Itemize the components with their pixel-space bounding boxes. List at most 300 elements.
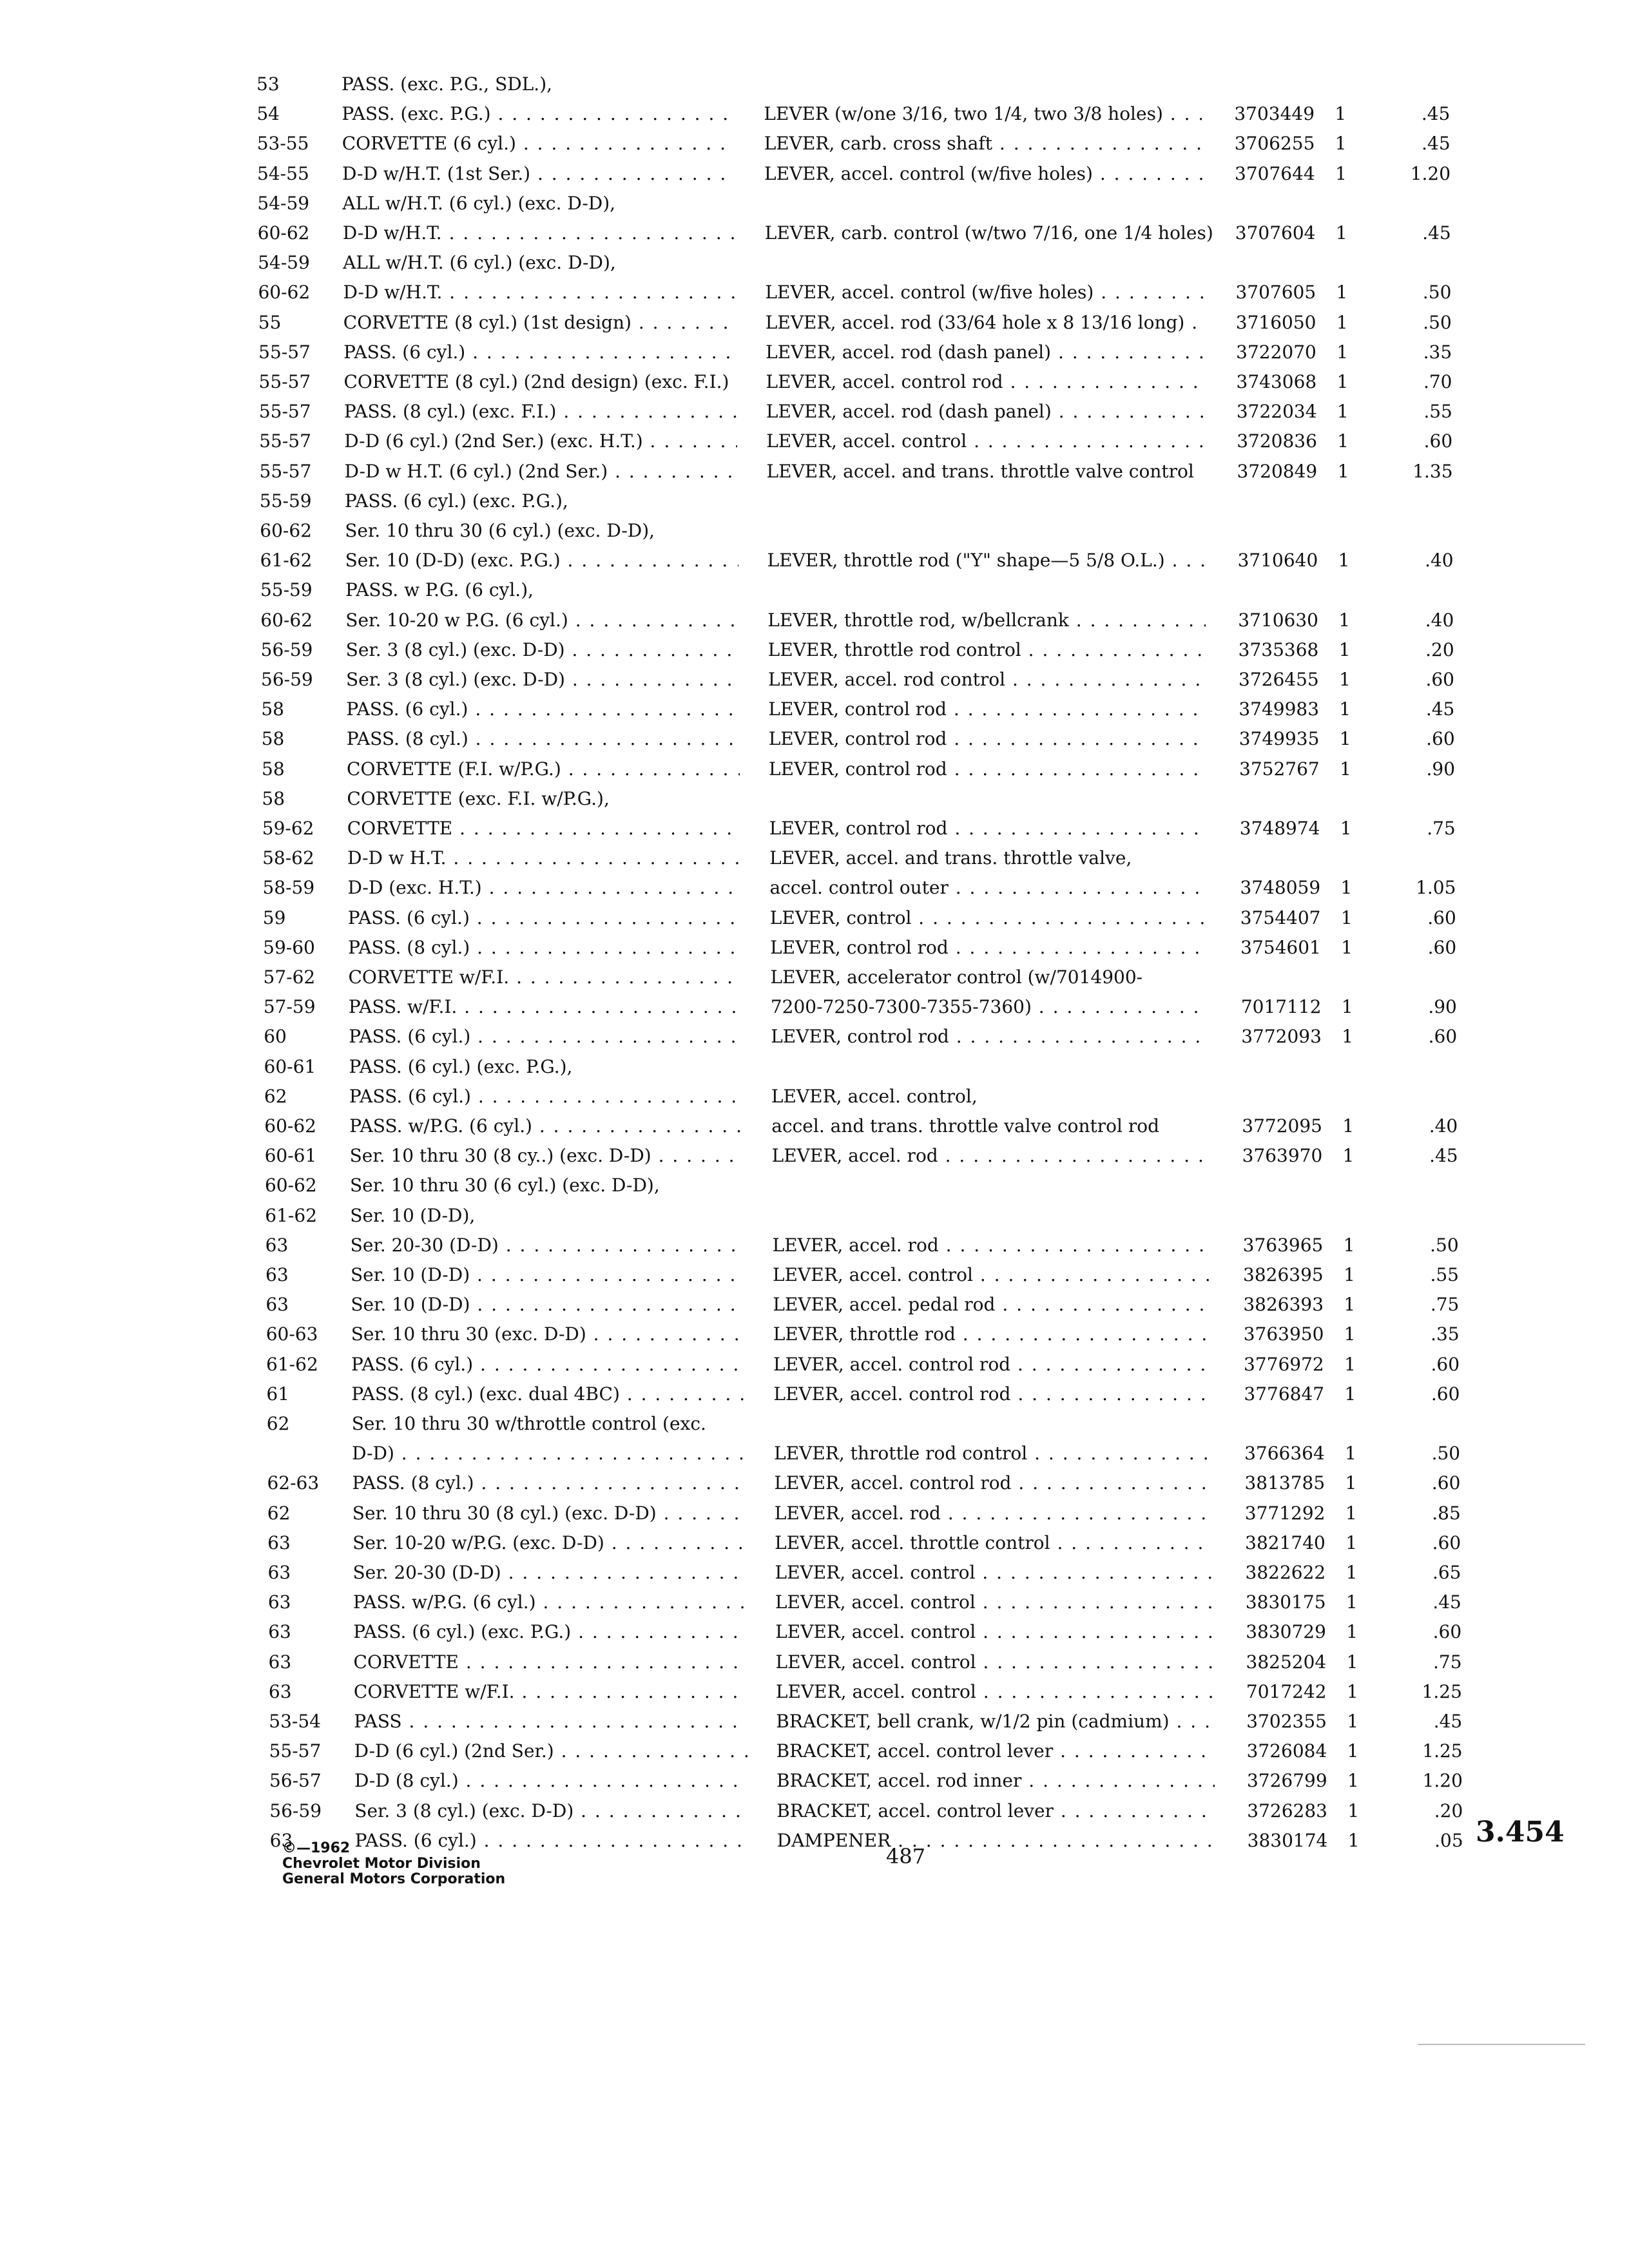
description-cell: LEVER, accel. control (w/five holes) . . . [764,159,1202,189]
year-cell: 63 [268,1651,292,1673]
table-row [0,1409,1629,1439]
quantity-cell: 1 [1339,698,1351,720]
quantity-cell: 1 [1347,1740,1359,1762]
part-number-cell: 3710640 [1237,550,1318,572]
year-cell: 53-55 [256,133,309,155]
quantity-cell: 1 [1335,222,1347,244]
price-cell: .60 [1426,728,1455,750]
part-number-cell: 3726283 [1247,1800,1327,1821]
year-cell: 63 [268,1621,291,1643]
table-row [0,1379,1629,1409]
table-row [0,159,1629,189]
table-row [0,1052,1629,1082]
price-cell: .40 [1425,550,1454,572]
application-cell: PASS. (8 cyl.) . . . [352,1468,745,1498]
table-row [0,1350,1629,1379]
table-row [0,1558,1629,1588]
quantity-cell: 1 [1345,1591,1358,1613]
year-cell: 63 [267,1591,291,1613]
application-cell: Ser. 10 (D-D), [350,1204,476,1226]
table-row [0,248,1629,278]
part-number-cell: 3726084 [1246,1740,1327,1762]
part-number-cell: 7017242 [1246,1680,1327,1702]
table-row [0,814,1629,843]
year-cell: 55-57 [259,460,312,482]
table-row [0,843,1629,873]
year-cell: 56-59 [269,1800,322,1821]
table-row [0,189,1629,218]
table-row [0,1320,1629,1349]
application-cell: PASS. (6 cyl.) (exc. P.G.), [344,490,568,512]
description-cell: LEVER, control rod . . . [769,754,1207,784]
price-cell: .55 [1430,1264,1459,1285]
quantity-cell: 1 [1344,1264,1355,1285]
description-cell: LEVER, accel. control, [771,1085,978,1107]
table-row [0,635,1629,665]
application-cell: PASS. w/F.I. . . . [349,992,742,1022]
part-number-cell: 3707604 [1235,222,1316,244]
application-cell: Ser. 3 (8 cyl.) (exc. D-D) . . . [354,1796,747,1826]
price-cell: 1.25 [1422,1740,1463,1762]
part-number-cell: 3826393 [1243,1294,1324,1316]
description-cell: LEVER, accel. rod . . . [775,1499,1213,1528]
price-cell: .45 [1422,133,1451,155]
quantity-cell: 1 [1341,936,1353,958]
quantity-cell: 1 [1342,1145,1354,1167]
application-cell: PASS. w/P.G. (6 cyl.) . . . [353,1588,746,1617]
table-row [0,338,1629,367]
quantity-cell: 1 [1339,669,1351,690]
year-cell: 62-63 [267,1472,320,1494]
table-row [0,1766,1629,1796]
description-cell: LEVER, accel. control . . . [775,1558,1213,1588]
application-cell: PASS. (8 cyl.) (exc. dual 4BC) . . . [351,1379,744,1409]
description-cell: LEVER, accel. control (w/five holes) . . . [765,278,1203,307]
part-number-cell: 3749983 [1239,698,1320,720]
part-number-cell: 3749935 [1239,728,1320,750]
application-cell: D-D w H.T. (6 cyl.) (2nd Ser.) . . . [345,457,738,486]
quantity-cell: 1 [1344,1383,1356,1405]
year-cell: 53-54 [269,1711,321,1732]
year-cell: 61 [266,1383,290,1405]
part-number-cell: 3710630 [1238,609,1318,631]
year-cell: 59-62 [262,818,314,839]
application-cell: D-D (exc. H.T.) . . . [347,873,740,903]
table-row [0,1171,1629,1200]
description-cell: BRACKET, accel. control lever . . . [776,1796,1215,1826]
description-cell: LEVER, accel. control rod . . . [774,1468,1212,1498]
price-cell: .75 [1430,1294,1460,1316]
price-cell: .45 [1432,1591,1461,1613]
description-cell: LEVER, accel. rod . . . [772,1141,1210,1171]
year-cell: 61-62 [266,1353,318,1375]
application-cell: D-D) . . . [352,1439,745,1468]
quantity-cell: 1 [1338,550,1350,572]
description-cell: LEVER, control rod . . . [771,1022,1209,1052]
table-row [0,1201,1629,1231]
description-cell: LEVER, accel. rod (33/64 hole x 8 13/16 long) . . . [766,308,1204,338]
quantity-cell: 1 [1346,1651,1358,1673]
price-cell: .50 [1430,1234,1459,1256]
copyright-line: ©—1962 [282,1840,351,1856]
year-cell: 59 [262,907,286,928]
year-cell: 54-55 [257,162,309,184]
table-row [0,516,1629,546]
year-cell: 60-62 [264,1115,316,1137]
application-cell: CORVETTE (8 cyl.) (1st design) . . . [343,308,737,338]
part-number-cell: 3716050 [1235,311,1316,333]
table-row [0,695,1629,724]
part-number-cell: 3821740 [1245,1532,1325,1553]
application-cell: D-D w/H.T. (1st Ser.) . . . [342,159,735,189]
year-cell: 63 [267,1562,291,1583]
table-row [0,873,1629,903]
year-cell: 61-62 [260,550,313,572]
year-cell: 55-59 [259,490,312,512]
table-row [0,665,1629,695]
description-cell: LEVER, accel. control . . . [773,1260,1211,1290]
year-cell: 60-62 [260,609,313,631]
application-cell: D-D w/H.T. . . . [343,218,736,248]
quantity-cell: 1 [1346,1621,1358,1643]
part-number-cell: 3763970 [1242,1145,1323,1167]
quantity-cell: 1 [1345,1532,1358,1553]
application-cell: Ser. 10 thru 30 (exc. D-D) . . . [351,1320,744,1349]
table-row [0,367,1629,397]
quantity-cell: 1 [1337,430,1349,452]
description-cell: LEVER, accelerator control (w/7014900- [770,966,1143,988]
year-cell: 60-62 [257,222,310,244]
part-number-cell: 3830174 [1247,1829,1328,1851]
application-cell: PASS. (8 cyl.) . . . [348,933,741,963]
part-number-cell: 3720836 [1237,430,1317,452]
year-cell: 55-59 [260,579,313,601]
table-row [0,1022,1629,1052]
year-cell: 56-59 [261,669,313,690]
quantity-cell: 1 [1344,1353,1356,1375]
scan-smudge [1418,2044,1585,2045]
description-cell: LEVER, accel. rod control . . . [768,665,1206,695]
table-row [0,963,1629,992]
application-cell: PASS. w P.G. (6 cyl.), [345,579,534,601]
price-cell: .60 [1432,1621,1462,1643]
price-cell: .20 [1425,639,1454,660]
description-cell: LEVER, accel. control . . . [766,427,1204,456]
quantity-cell: 1 [1346,1680,1358,1702]
description-cell: LEVER, accel. control . . . [776,1677,1214,1707]
part-number-cell: 3703449 [1234,103,1315,125]
quantity-cell: 1 [1338,639,1351,660]
table-row [0,308,1629,338]
price-cell: .45 [1422,222,1451,244]
part-number-cell: 3766364 [1244,1443,1325,1465]
part-number-cell: 3763950 [1243,1323,1324,1345]
year-cell: 60-62 [260,520,312,541]
quantity-cell: 1 [1336,341,1349,363]
part-number-cell: 7017112 [1240,996,1322,1018]
price-cell: .60 [1423,430,1453,452]
section-number: 3.454 [1476,1816,1565,1849]
quantity-cell: 1 [1335,133,1347,155]
description-cell: LEVER, throttle rod, w/bellcrank . . . [767,606,1206,635]
part-number-cell: 3726455 [1239,669,1319,690]
application-cell: CORVETTE . . . [347,814,740,843]
part-number-cell: 3722070 [1236,341,1316,363]
application-cell: CORVETTE (6 cyl.) . . . [342,129,735,159]
part-number-cell: 3707605 [1235,282,1316,303]
price-cell: .20 [1434,1800,1463,1821]
table-row [0,129,1629,159]
description-cell: accel. and trans. throttle valve control rod [771,1115,1160,1137]
year-cell: 54-59 [257,192,310,214]
application-cell: PASS. (6 cyl.) (exc. P.G.), [349,1055,573,1077]
price-cell: .45 [1421,103,1451,125]
year-cell: 58 [262,787,285,809]
description-cell: LEVER, throttle rod control . . . [774,1439,1212,1468]
part-number-cell: 3763965 [1242,1234,1324,1256]
table-row [0,1648,1629,1677]
part-number-cell: 3748974 [1239,818,1320,839]
quantity-cell: 1 [1340,818,1352,839]
price-cell: .55 [1423,401,1452,423]
application-cell: ALL w/H.T. (6 cyl.) (exc. D-D), [342,192,616,214]
table-row [0,1141,1629,1171]
quantity-cell: 1 [1347,1829,1360,1851]
quantity-cell: 1 [1347,1711,1359,1732]
application-cell: Ser. 10-20 w/P.G. (exc. D-D) . . . [352,1528,746,1558]
description-cell: LEVER, accel. pedal rod . . . [773,1290,1211,1320]
part-number-cell: 3826395 [1243,1264,1324,1285]
quantity-cell: 1 [1342,1115,1354,1137]
part-number-cell: 3754407 [1240,907,1321,928]
application-cell: PASS. (6 cyl.) . . . [349,1082,742,1111]
table-row [0,1677,1629,1707]
application-cell: Ser. 10 thru 30 (8 cyl.) (exc. D-D) . . . [352,1499,746,1528]
application-cell: CORVETTE w/F.I. . . . [349,963,742,992]
price-cell: .45 [1433,1711,1463,1732]
year-cell: 54-59 [258,252,310,274]
application-cell: D-D (6 cyl.) (2nd Ser.) (exc. H.T.) . . . [344,427,737,456]
quantity-cell: 1 [1340,758,1351,780]
part-number-cell: 3735368 [1238,639,1319,660]
price-cell: .40 [1425,609,1454,631]
year-cell: 55-57 [258,371,311,392]
year-cell: 59-60 [263,936,315,958]
application-cell: CORVETTE w/F.I. . . . [354,1677,747,1707]
price-cell: .35 [1431,1323,1460,1345]
description-cell: 7200-7250-7300-7355-7360) . . . [771,992,1209,1022]
application-cell: Ser. 10 (D-D) . . . [351,1260,744,1290]
price-cell: .50 [1431,1443,1461,1465]
price-cell: .60 [1432,1532,1461,1553]
quantity-cell: 1 [1347,1800,1360,1821]
description-cell: LEVER, control rod . . . [770,933,1208,963]
application-cell: Ser. 10 (D-D) (exc. P.G.) . . . [345,546,738,575]
quantity-cell: 1 [1340,907,1353,928]
table-row [0,1439,1629,1468]
year-cell: 60-62 [258,282,311,303]
year-cell: 60-63 [265,1323,318,1345]
part-number-cell: 3825204 [1246,1651,1327,1673]
description-cell: LEVER, accel. rod (dash panel) . . . [766,397,1204,427]
year-cell: 63 [269,1829,293,1851]
part-number-cell: 3822622 [1245,1562,1326,1583]
table-row [0,99,1629,129]
year-cell: 62 [266,1413,290,1434]
price-cell: .65 [1432,1562,1461,1583]
application-cell: PASS. (6 cyl.) . . . [351,1350,744,1379]
quantity-cell: 1 [1336,311,1348,333]
application-cell: D-D (8 cyl.) . . . [354,1766,747,1796]
part-number-cell: 3830729 [1246,1621,1326,1643]
table-row [0,903,1629,933]
part-number-cell: 3752767 [1239,758,1320,780]
year-cell: 55-57 [258,341,311,363]
application-cell: D-D w H.T. . . . [347,843,740,873]
description-cell: DAMPENER . . . [777,1826,1215,1856]
year-cell: 60-61 [264,1055,316,1077]
description-cell: accel. control outer . . . [769,873,1208,903]
application-cell: Ser. 10 thru 30 w/throttle control (exc. [351,1413,706,1434]
year-cell: 55-57 [259,430,311,452]
application-cell: Ser. 10 (D-D) . . . [351,1290,744,1320]
year-cell: 56-57 [269,1770,322,1792]
description-cell: LEVER, accel. rod . . . [773,1231,1211,1260]
price-cell: 1.20 [1422,1770,1463,1792]
table-row [0,606,1629,635]
year-cell: 63 [265,1294,289,1316]
table-row [0,754,1629,784]
price-cell: .40 [1429,1115,1458,1137]
application-cell: D-D (6 cyl.) (2nd Ser.) . . . [354,1736,747,1766]
part-number-cell: 3743068 [1236,371,1317,392]
description-cell: LEVER, control . . . [770,903,1208,933]
part-number-cell: 3722034 [1236,401,1317,423]
quantity-cell: 1 [1337,460,1349,482]
table-row [0,427,1629,456]
application-cell: PASS. (8 cyl.) (exc. F.I.) . . . [344,397,737,427]
part-number-cell: 3830175 [1245,1591,1326,1613]
table-row [0,1528,1629,1558]
quantity-cell: 1 [1342,1026,1354,1048]
price-cell: .05 [1434,1829,1463,1851]
table-row [0,278,1629,307]
part-number-cell: 3776847 [1244,1383,1325,1405]
year-cell: 63 [268,1680,292,1702]
application-cell: CORVETTE . . . [354,1648,747,1677]
description-cell: LEVER, accel. control . . . [775,1617,1213,1647]
division-name: Chevrolet Motor Division [282,1856,481,1872]
application-cell: PASS. (6 cyl.) (exc. P.G.) . . . [353,1617,746,1647]
price-cell: .45 [1425,698,1455,720]
table-row [0,397,1629,427]
year-cell: 54 [256,103,280,125]
part-number-cell: 3748059 [1240,877,1321,899]
description-cell: LEVER, control rod . . . [769,814,1208,843]
table-row [0,1588,1629,1617]
price-cell: 1.05 [1416,877,1456,899]
year-cell: 58-59 [262,877,315,899]
table-row [0,70,1629,99]
year-cell: 56-59 [260,639,313,660]
table-row [0,575,1629,605]
price-cell: .60 [1425,669,1454,690]
description-cell: LEVER, accel. rod (dash panel) . . . [766,338,1204,367]
application-cell: Ser. 10 thru 30 (6 cyl.) (exc. D-D), [345,520,655,541]
description-cell: LEVER, accel. control rod . . . [773,1350,1211,1379]
table-row [0,784,1629,814]
description-cell: LEVER, accel. control . . . [775,1588,1213,1617]
price-cell: 1.35 [1412,460,1453,482]
application-cell: PASS. (exc. P.G.) . . . [342,99,735,129]
application-cell: PASS. w/P.G. (6 cyl.) . . . [349,1111,742,1141]
description-cell: LEVER, accel. throttle control . . . [775,1528,1213,1558]
application-cell: Ser. 3 (8 cyl.) (exc. D-D) . . . [346,665,739,695]
table-row [0,1290,1629,1320]
quantity-cell: 1 [1336,282,1348,303]
description-cell: LEVER, throttle rod control . . . [768,635,1206,665]
description-cell: LEVER, throttle rod . . . [773,1320,1211,1349]
quantity-cell: 1 [1336,401,1349,423]
corporation-name: General Motors Corporation [282,1871,506,1887]
quantity-cell: 1 [1340,877,1353,899]
price-cell: .90 [1426,758,1456,780]
application-cell: PASS. (8 cyl.) . . . [347,724,740,754]
table-row [0,1468,1629,1498]
application-cell: PASS. (6 cyl.) . . . [349,1022,742,1052]
table-row [0,546,1629,575]
application-cell: Ser. 10 thru 30 (6 cyl.) (exc. D-D), [349,1175,660,1196]
year-cell: 63 [265,1264,289,1285]
year-cell: 55-57 [269,1740,322,1762]
application-cell: PASS. (6 cyl.) . . . [355,1826,748,1856]
page-number: 487 [886,1844,926,1869]
year-cell: 58 [261,698,284,720]
table-row [0,933,1629,963]
table-row [0,1231,1629,1260]
application-cell: Ser. 10-20 w P.G. (6 cyl.) . . . [345,606,738,635]
quantity-cell: 1 [1345,1502,1357,1524]
quantity-cell: 1 [1344,1323,1356,1345]
part-number-cell: 3702355 [1246,1711,1327,1732]
year-cell: 60-61 [264,1145,317,1167]
table-row [0,724,1629,754]
table-row [0,1736,1629,1766]
price-cell: .60 [1427,936,1457,958]
year-cell: 61-62 [265,1204,318,1226]
application-cell: PASS. (6 cyl.) . . . [343,338,737,367]
table-row [0,486,1629,516]
description-cell: LEVER, accel. control rod . . . [773,1379,1211,1409]
description-cell: LEVER, control rod . . . [769,724,1207,754]
part-number-cell: 3720849 [1237,460,1318,482]
description-cell: LEVER, accel. and trans. throttle valve, [769,847,1132,869]
description-cell: LEVER, throttle rod ("Y" shape—5 5/8 O.L.) . . . [767,546,1206,575]
table-row [0,457,1629,486]
price-cell: .50 [1423,311,1452,333]
description-cell: LEVER (w/one 3/16, two 1/4, two 3/8 holes) . . . [764,99,1202,129]
application-cell: Ser. 20-30 (D-D) . . . [351,1231,744,1260]
part-number-cell: 3706255 [1234,133,1315,155]
quantity-cell: 1 [1347,1770,1359,1792]
description-cell: LEVER, accel. and trans. throttle valve control [766,460,1194,482]
application-cell: ALL w/H.T. (6 cyl.) (exc. D-D), [343,252,616,274]
quantity-cell: 1 [1335,103,1347,125]
quantity-cell: 1 [1341,996,1353,1018]
price-cell: .60 [1427,907,1456,928]
table-row [0,992,1629,1022]
table-row [0,1707,1629,1736]
